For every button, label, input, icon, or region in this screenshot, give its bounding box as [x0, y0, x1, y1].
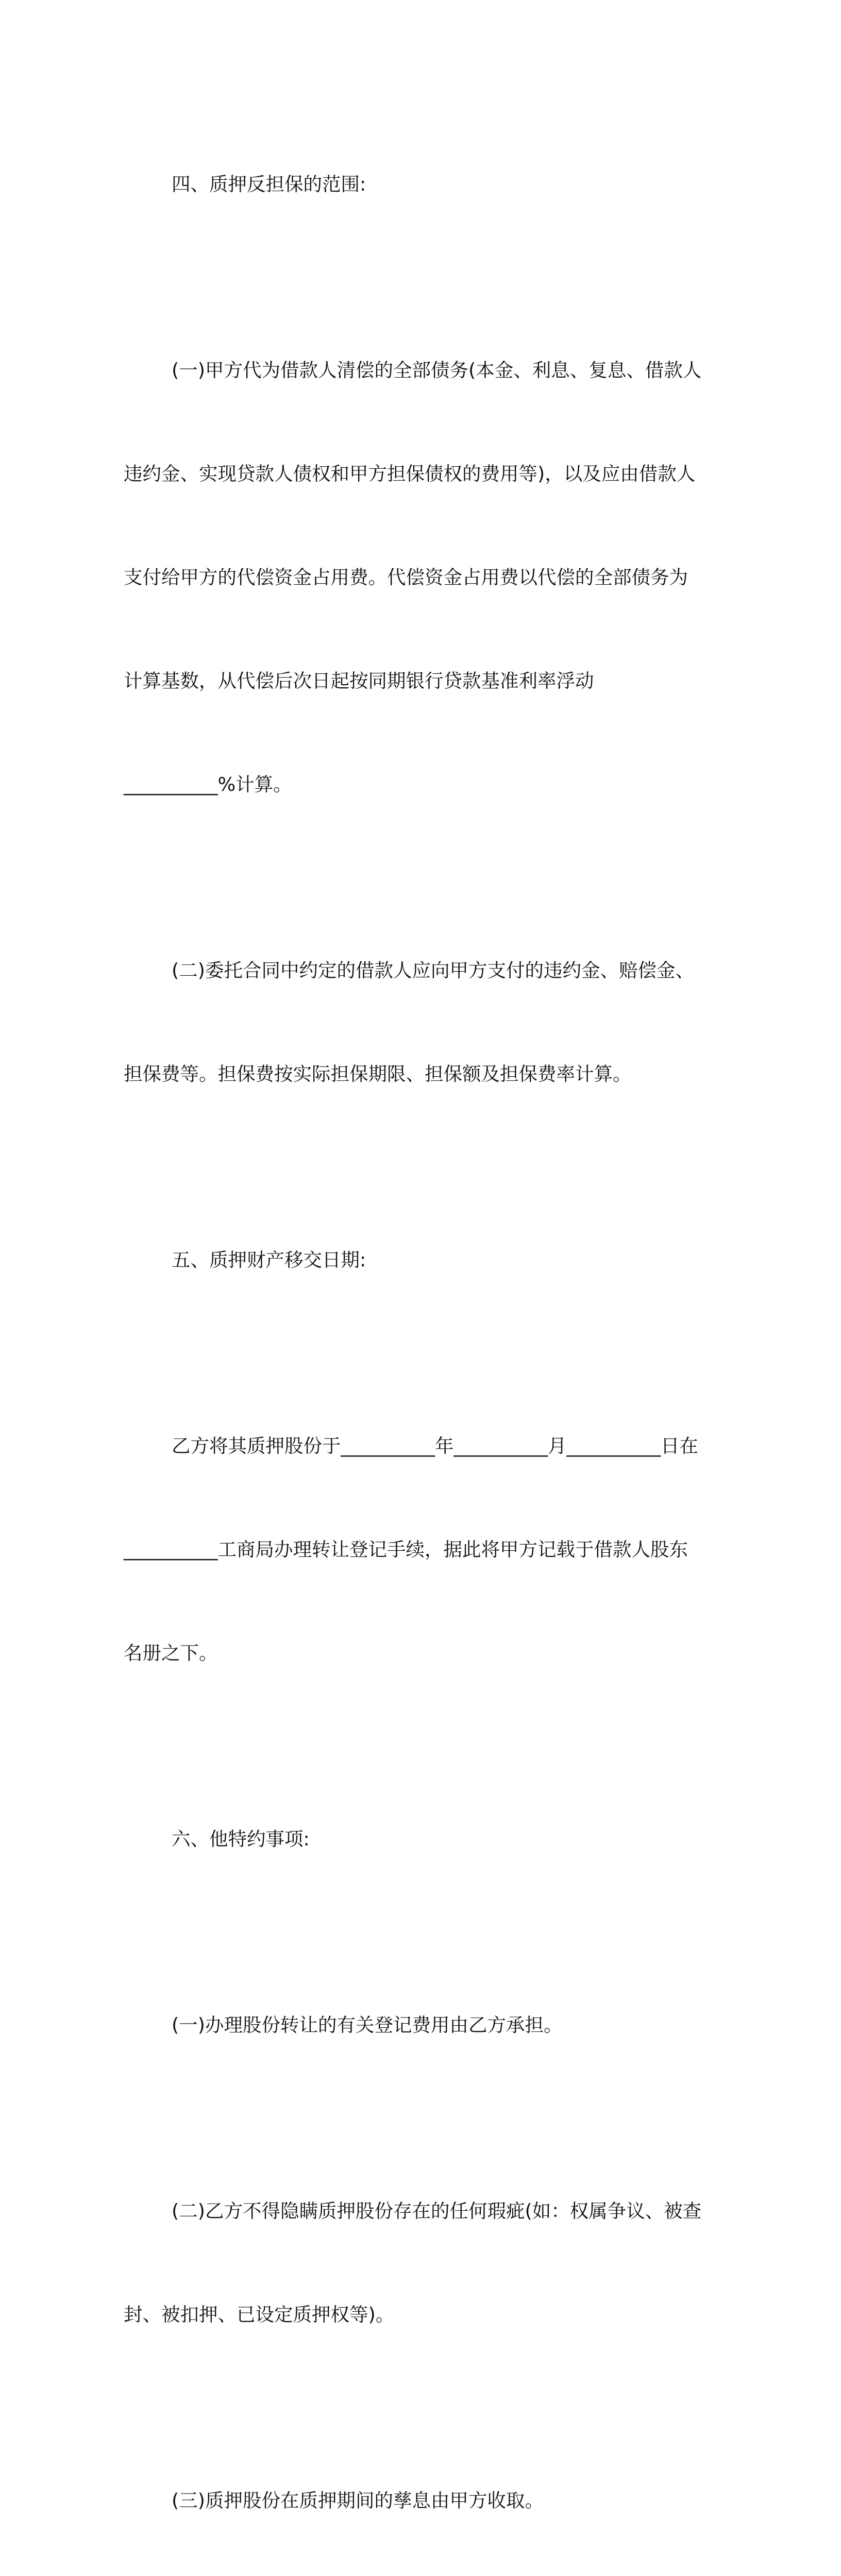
text-line: 计算基数，从代偿后次日起按同期银行贷款基准利率浮动: [124, 670, 594, 692]
text-line: (一)甲方代为借款人清偿的全部债务(本金、利息、复息、借款人: [172, 359, 702, 381]
clause-6-1: [124, 1939, 709, 2111]
text-line: (三)质押股份在质押期间的孳息由甲方收取。: [172, 2489, 544, 2512]
text-line: 支付给甲方的代偿资金占用费。代偿资金占用费以代偿的全部债务为: [124, 566, 688, 588]
text-line: 名册之下。: [124, 1642, 218, 1664]
clause-4-2: [124, 884, 709, 1160]
clause-6-2: [124, 2125, 709, 2401]
section-heading-6: [124, 1753, 709, 1925]
clause-6-3: [124, 2414, 709, 2576]
text-line: __________%计算。: [124, 773, 292, 795]
text-line: 五、质押财产移交日期:: [172, 1249, 366, 1271]
text-line: 违约金、实现贷款人债权和甲方担保债权的费用等)，以及应由借款人: [124, 463, 696, 485]
text-line: 担保费等。担保费按实际担保期限、担保额及担保费率计算。: [124, 1063, 632, 1085]
text-line: (二)乙方不得隐瞒质押股份存在的任何瑕疵(如：权属争议、被查: [172, 2200, 702, 2222]
document-body: [124, 98, 709, 2576]
section-heading-4: [124, 98, 709, 270]
text-line: 封、被扣押、已设定质押权等)。: [124, 2303, 395, 2326]
text-line: 四、质押反担保的范围:: [172, 173, 366, 195]
text-line: (一)办理股份转让的有关登记费用由乙方承担。: [172, 2014, 563, 2036]
text-line: (二)委托合同中约定的借款人应向甲方支付的违约金、赔偿金、: [172, 959, 694, 981]
clause-4-1: [124, 284, 709, 871]
clause-5: [124, 1360, 709, 1739]
text-line: __________工商局办理转让登记手续，据此将甲方记载于借款人股东: [124, 1538, 688, 1561]
text-line: 乙方将其质押股份于__________年__________月__________日在: [172, 1435, 698, 1457]
section-heading-5: [124, 1174, 709, 1346]
text-line: 六、他特约事项:: [172, 1828, 310, 1850]
